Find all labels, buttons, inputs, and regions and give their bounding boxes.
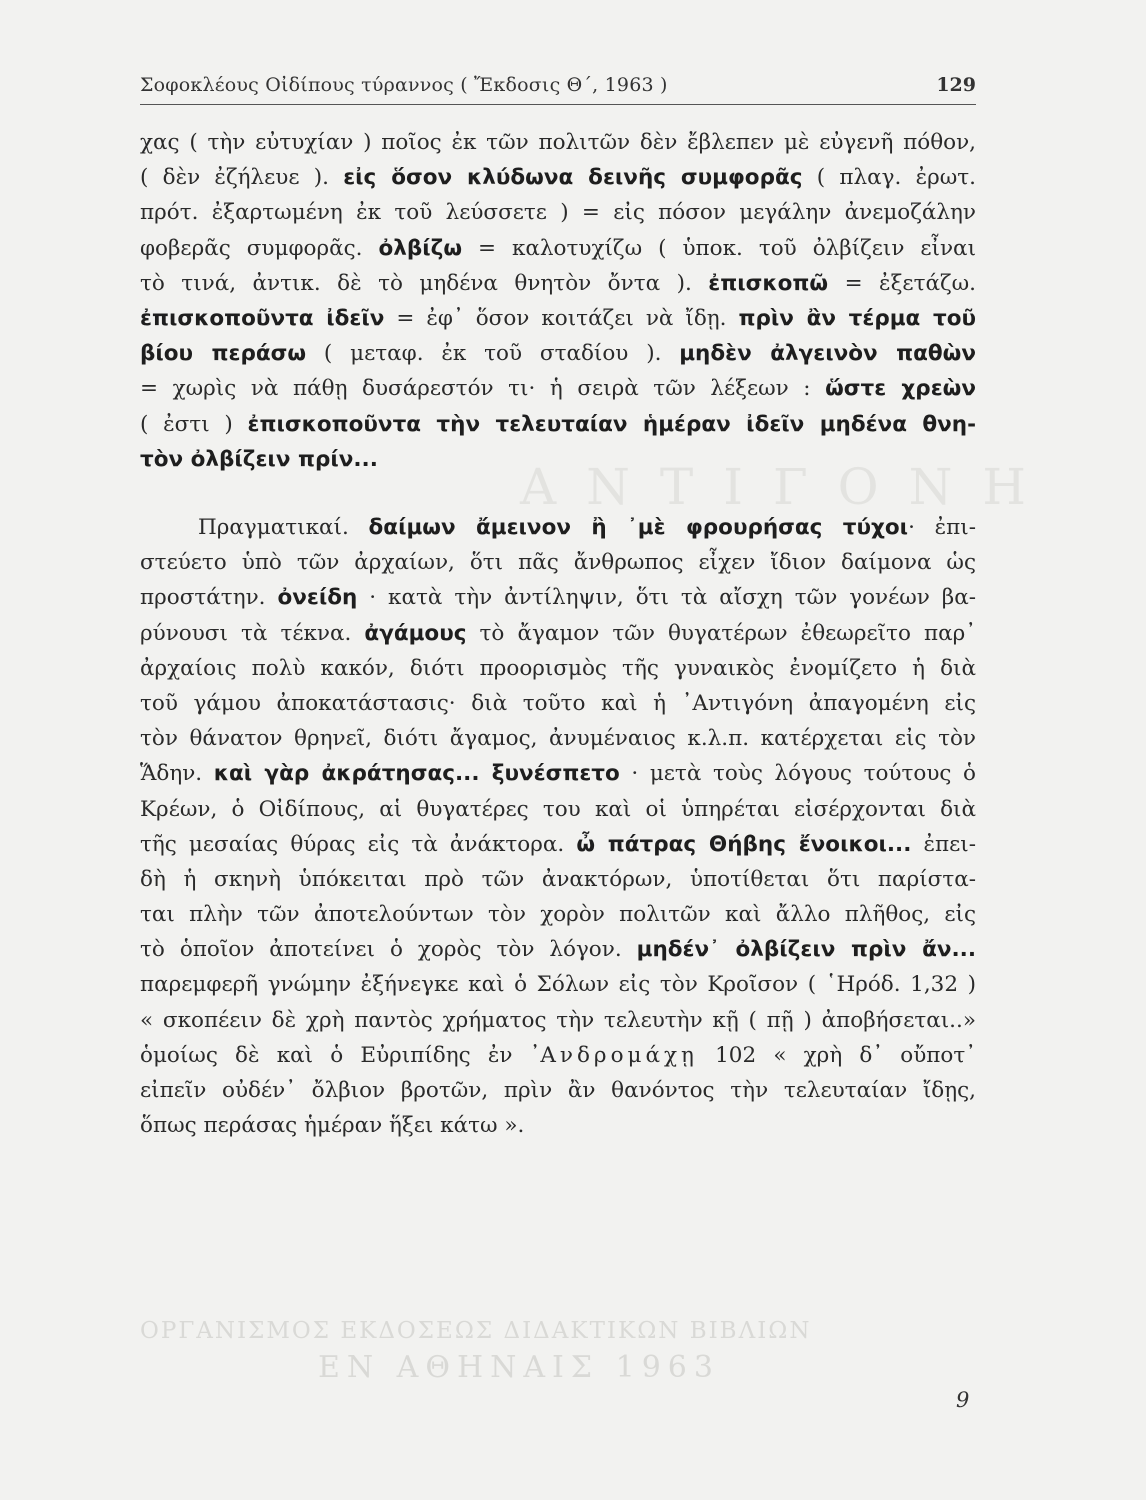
body-text: πρότ. ἐξαρτωμένη ἐκ τοῦ λεύσσετε ) = εἰς πόσον μεγάλην ἀνεμοζάλην <box>140 200 976 226</box>
body-text: « σκοπέειν δὲ χρὴ παντὸς χρήματος τὴν τελευτὴν κῇ ( πῇ ) ἀποβήσεται..» <box>140 1007 976 1033</box>
body-text: Πραγματικαί. <box>198 515 369 540</box>
text-line <box>140 231 976 266</box>
text-line <box>140 301 976 336</box>
body-text: τὸ ὁποῖον ἀποτείνει ὁ χορὸς τὸν λόγον. <box>140 937 637 963</box>
text-line <box>140 756 976 791</box>
body-text: Ἅδην. <box>140 761 214 787</box>
body-text: τῆς μεσαίας θύρας εἰς τὰ ἀνάκτορα. <box>140 831 577 857</box>
text-line <box>140 371 976 406</box>
lemma-text: ἐπισκοποῦντα τὴν τελευταίαν ἡμέραν ἰδεῖν μηδένα θνη- <box>247 411 976 437</box>
body-text: ( μεταφ. ἐκ τοῦ σταδίου ). <box>306 341 680 367</box>
body-text: στεύετο ὑπὸ τῶν ἀρχαίων, ὅτι πᾶς ἄνθρωπος εἶχεν ἴδιον δαίμονα ὡς <box>140 550 976 576</box>
body-text: προστάτην. <box>140 585 278 611</box>
body-text: παρεμφερῆ γνώμην ἐξήνεγκε καὶ ὁ Σόλων εἰς τὸν Κροῖσον ( ῾Ηρόδ. 1,32 ) <box>140 972 976 998</box>
text-line <box>140 651 976 686</box>
watermark-city-year: ΕΝ ΑΘΗΝΑΙΣ 1963 <box>318 1350 720 1385</box>
lemma-text: μηδὲν ἀλγεινὸν παθὼν <box>679 341 976 367</box>
watermark-organization: ΟΡΓΑΝΙΣΜΟΣ ΕΚΔΟΣΕΩΣ ΔΙΔΑΚΤΙΚΩΝ ΒΙΒΛΙΩΝ <box>140 1318 812 1344</box>
body-text: ρύνουσι τὰ τέκνα. <box>140 620 365 646</box>
commentary-paragraph-2 <box>140 510 976 1143</box>
lemma-text: ἀγάμους <box>364 620 467 646</box>
body-text: · κατὰ τὴν ἀντίληψιν, ὅτι τὰ αἴσχη τῶν γονέων βα- <box>357 585 976 611</box>
text-line <box>140 862 976 897</box>
body-text: ὁμοίως δὲ καὶ ὁ Εὐριπίδης ἐν ᾽ <box>140 1042 541 1068</box>
body-text: = ἐφ᾽ ὅσον κοιτάζει νὰ ἴδῃ. <box>384 305 739 331</box>
text-line <box>140 510 976 545</box>
body-text: εἰπεῖν οὐδέν᾽ ὄλβιον βροτῶν, πρὶν ἂν θανόντος τὴν τελευταίαν ἴδῃς, <box>140 1078 976 1103</box>
lemma-text: εἰς ὅσον κλύδωνα δεινῆς συμφορᾶς <box>343 165 803 191</box>
body-text: δὴ ἡ σκηνὴ ὑπόκειται πρὸ τῶν ἀνακτόρων, ὑποτίθεται ὅτι παρίστα- <box>140 866 976 892</box>
body-text: Ανδρομάχῃ <box>540 1042 698 1068</box>
body-text: τὸ τινά, ἀντικ. δὲ τὸ μηδένα θνητὸν ὄντα ). <box>140 270 709 296</box>
text-line <box>140 792 976 827</box>
body-text: = ἐξετάζω. <box>828 270 976 296</box>
text-line <box>140 827 976 862</box>
lemma-text: ἐπισκοποῦντα ἰδεῖν <box>140 305 385 331</box>
folio-mark: 9 <box>956 1388 970 1412</box>
body-text: ( ἐστι ) <box>140 411 248 437</box>
body-text: χας ( τὴν εὐτυχίαν ) ποῖος ἐκ τῶν πολιτῶν δὲν ἔβλεπεν μὲ εὐγενῆ πόθον, <box>140 130 976 155</box>
body-text: φοβερᾶς συμφορᾶς. <box>140 235 379 261</box>
body-text: = χωρὶς νὰ πάθῃ δυσάρεστόν τι· ἡ σειρὰ τῶν λέξεων : <box>140 376 826 402</box>
lemma-text: ἐπισκοπῶ <box>708 270 829 296</box>
text-line <box>140 686 976 721</box>
text-line <box>140 125 976 160</box>
header-title: Σοφοκλέους Οἰδίπους τύραννος ( Ἔκδοσις Θ΄, 1963 ) <box>140 74 668 96</box>
text-line <box>140 336 976 371</box>
text-line <box>140 266 976 301</box>
text-line <box>140 721 976 756</box>
text-line <box>140 160 976 195</box>
body-text: ἐπει- <box>911 831 976 857</box>
body-text: ( πλαγ. ἐρωτ. <box>802 165 976 191</box>
body-text: τοῦ γάμου ἀποκατάστασις· διὰ τοῦτο καὶ ἡ ᾽Αντιγόνη ἀπαγομένη εἰς <box>140 690 976 716</box>
lemma-text: ὀνείδη <box>277 585 358 611</box>
lemma-text: βίου περάσω <box>140 341 307 367</box>
lemma-text: πρὶν ἂν τέρμα τοῦ <box>738 305 976 331</box>
lemma-text: δαίμων ἄμεινον ἢ ᾽μὲ φρουρήσας τύχοι <box>368 515 909 540</box>
lemma-text: μηδέν᾽ ὀλβίζειν πρὶν ἄν... <box>636 937 976 963</box>
body-text: ἀρχαίοις πολὺ κακόν, διότι προορισμὸς τῆς γυναικὸς ἐνομίζετο ἡ διὰ <box>140 655 976 681</box>
text-line <box>140 580 976 615</box>
text-line <box>140 616 976 651</box>
commentary-paragraph-1 <box>140 125 976 477</box>
text-line <box>140 545 976 580</box>
body-text: ται πλὴν τῶν ἀποτελούντων τὸν χορὸν πολιτῶν καὶ ἄλλο πλῆθος, εἰς <box>140 902 976 928</box>
lemma-text: ὀλβίζω <box>378 235 463 261</box>
body-text: = καλοτυχίζω ( ὑποκ. τοῦ ὀλβίζειν εἶναι <box>462 235 976 261</box>
body-text: 102 « χρὴ δ᾽ οὔποτ᾽ <box>697 1042 976 1068</box>
text-line <box>140 967 976 1002</box>
body-text: · ἐπι- <box>908 515 976 540</box>
text-line <box>140 897 976 932</box>
text-line <box>140 1108 976 1143</box>
body-text: Κρέων, ὁ Οἰδίπους, αἱ θυγατέρες του καὶ οἱ ὑπηρέται εἰσέρχονται διὰ <box>140 796 976 822</box>
lemma-text: ὥστε χρεὼν <box>825 376 976 402</box>
text-line <box>140 407 976 442</box>
lemma-text: καὶ γὰρ ἀκράτησας... ξυνέσπετο <box>213 761 620 787</box>
watermark-title: ΑΝΤΙΓΟΝΗ <box>520 458 1056 516</box>
header-page-number: 129 <box>936 74 976 96</box>
text-line <box>140 1038 976 1073</box>
body-text: ( δὲν ἐζήλευε ). <box>140 165 344 191</box>
text-line <box>140 932 976 967</box>
lemma-text: ὦ πάτρας Θήβης ἔνοικοι... <box>576 831 912 857</box>
text-line <box>140 442 976 477</box>
text-line <box>140 1073 976 1108</box>
body-text: τὸ ἄγαμον τῶν θυγατέρων ἐθεωρεῖτο παρ᾽ <box>466 620 976 646</box>
body-text: τὸν θάνατον θρηνεῖ, διότι ἄγαμος, ἀνυμέναιος κ.λ.π. κατέρχεται εἰς τὸν <box>140 726 976 752</box>
running-header <box>140 74 976 105</box>
body-text: · μετὰ τοὺς λόγους τούτους ὁ <box>619 761 976 787</box>
text-line <box>140 1003 976 1038</box>
lemma-text: τὸν ὀλβίζειν πρίν... <box>140 446 378 472</box>
text-line <box>140 195 976 230</box>
body-text: ὅπως περάσας ἡμέραν ἥξει κάτω ». <box>140 1113 525 1139</box>
